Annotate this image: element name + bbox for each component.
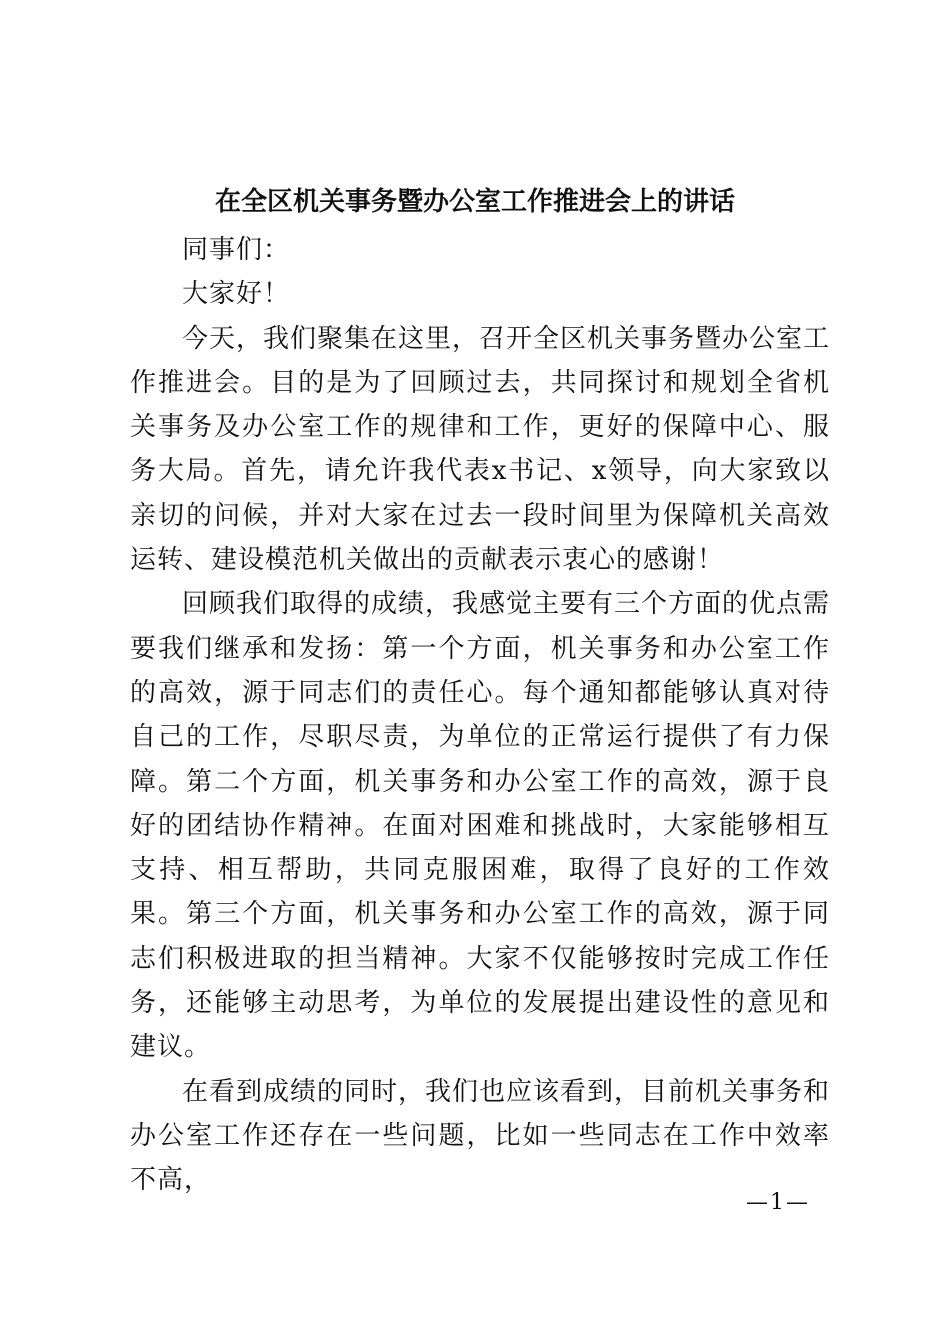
greeting-paragraph: 大家好！ <box>182 279 291 310</box>
page-number: —1— <box>746 1190 810 1215</box>
opening-paragraph: 今天，我们聚集在这里，召开全区机关事务暨办公室工作推进会。目的是为了回顾过去，共同探讨和规划全省机关事务及办公室工作的规律和工作，更好的保障中心、服务大局。首先，请允许我代表x书记、x领导，向大家致以亲切的问候，并对大家在过去一段时间里为保障机关高效运转、建设模范机关做出的贡献表示衷心的感谢！ <box>130 323 831 576</box>
problems-paragraph: 在看到成绩的同时，我们也应该看到，目前机关事务和办公室工作还存在一些问题，比如一些同志在工作中效率不高， <box>130 1076 831 1196</box>
document-title: 在全区机关事务暨办公室工作推进会上的讲话 <box>214 187 735 217</box>
document-body <box>130 228 830 1203</box>
achievements-paragraph: 回顾我们取得的成绩，我感觉主要有三个方面的优点需要我们继承和发扬：第一个方面，机关事务和办公室工作的高效，源于同志们的责任心。每个通知都能够认真对待自己的工作，尽职尽责，为单位的正常运行提供了有力保障。第二个方面，机关事务和办公室工作的高效，源于良好的团结协作精神。在面对困难和挑战时，大家能够相互支持、相互帮助，共同克服困难，取得了良好的工作效果。第三个方面，机关事务和办公室工作的高效，源于同志们积极进取的担当精神。大家不仅能够按时完成工作任务，还能够主动思考，为单位的发展提出建设性的意见和建议。 <box>130 589 831 1063</box>
salutation-paragraph: 同事们： <box>182 235 291 265</box>
